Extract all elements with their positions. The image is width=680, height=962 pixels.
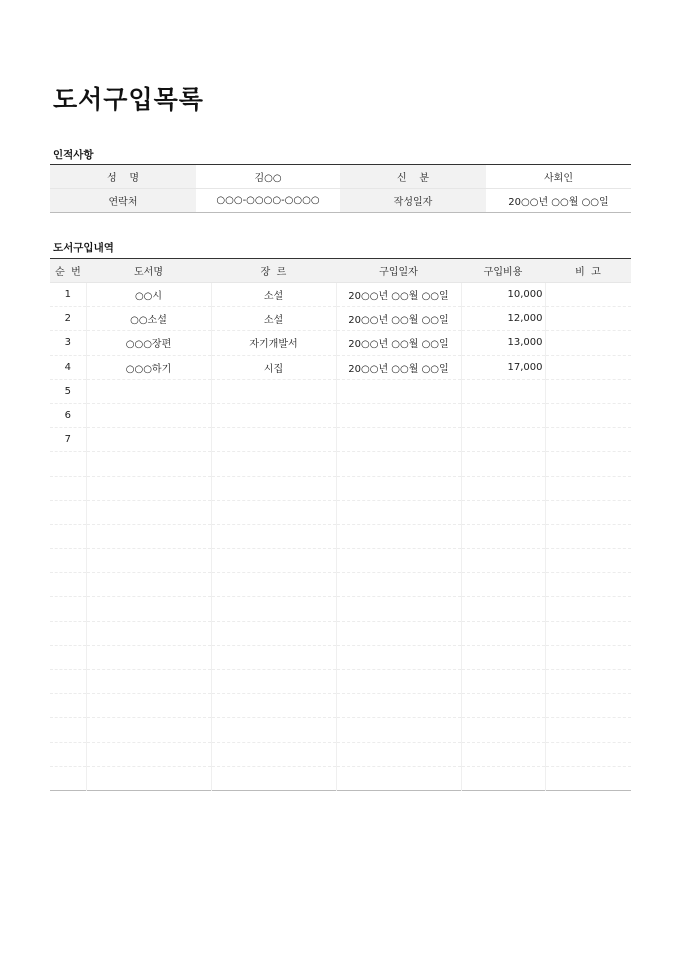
cell-genre [211, 452, 336, 476]
cell-note [545, 307, 631, 331]
cell-genre: 자기개발서 [211, 331, 336, 355]
cell-cost [461, 645, 545, 669]
header-note: 비 고 [545, 259, 631, 283]
cell-cost: 12,000 [461, 307, 545, 331]
cell-date [336, 621, 461, 645]
table-row [50, 718, 631, 742]
cell-genre [211, 403, 336, 427]
table-row [50, 524, 631, 548]
cell-genre [211, 742, 336, 766]
cell-title [86, 403, 211, 427]
cell-note [545, 694, 631, 718]
cell-note [545, 403, 631, 427]
table-row [50, 307, 631, 331]
purchase-table [50, 258, 631, 791]
cell-cost [461, 597, 545, 621]
personal-info-table [50, 164, 631, 213]
cell-title [86, 670, 211, 694]
cell-genre [211, 670, 336, 694]
cell-date [336, 428, 461, 452]
cell-note [545, 597, 631, 621]
cell-cost [461, 549, 545, 573]
name-value: 김○○ [196, 165, 340, 189]
table-row [50, 742, 631, 766]
cell-genre [211, 524, 336, 548]
cell-genre [211, 766, 336, 790]
cell-note [545, 645, 631, 669]
table-header-row [50, 259, 631, 283]
cell-number: 2 [50, 307, 86, 331]
cell-date [336, 500, 461, 524]
cell-cost: 17,000 [461, 355, 545, 379]
cell-title: ○○○장편 [86, 331, 211, 355]
contact-value: ○○○-○○○○-○○○○ [216, 195, 320, 206]
cell-cost [461, 621, 545, 645]
table-row [50, 645, 631, 669]
cell-title: ○○○하기 [86, 355, 211, 379]
table-row [50, 573, 631, 597]
cell-note [545, 283, 631, 307]
header-genre: 장 르 [211, 259, 336, 283]
status-value: 사회인 [486, 165, 631, 189]
cell-genre [211, 694, 336, 718]
cell-number: 3 [50, 331, 86, 355]
cell-title [86, 766, 211, 790]
cell-cost [461, 524, 545, 548]
table-row [50, 403, 631, 427]
page-title: 도서구입목록 [53, 85, 204, 114]
cell-title [86, 476, 211, 500]
cell-number [50, 766, 86, 790]
cell-date [336, 476, 461, 500]
cell-number [50, 597, 86, 621]
cell-cost [461, 718, 545, 742]
cell-genre [211, 718, 336, 742]
cell-title: ○○소설 [86, 307, 211, 331]
cell-number [50, 549, 86, 573]
cell-cost [461, 742, 545, 766]
cell-note [545, 670, 631, 694]
cell-cost [461, 428, 545, 452]
cell-title [86, 379, 211, 403]
cell-number: 6 [50, 403, 86, 427]
cell-genre [211, 428, 336, 452]
cell-number [50, 645, 86, 669]
cell-date [336, 403, 461, 427]
cell-date [336, 524, 461, 548]
cell-cost [461, 766, 545, 790]
cell-title [86, 452, 211, 476]
cell-cost: 10,000 [461, 283, 545, 307]
cell-genre [211, 379, 336, 403]
cell-note [545, 573, 631, 597]
table-row [50, 597, 631, 621]
cell-number [50, 476, 86, 500]
cell-note [545, 379, 631, 403]
cell-title [86, 597, 211, 621]
cell-cost [461, 476, 545, 500]
cell-genre: 소설 [211, 283, 336, 307]
cell-genre [211, 597, 336, 621]
cell-genre [211, 645, 336, 669]
cell-number: 4 [50, 355, 86, 379]
table-row [50, 766, 631, 790]
cell-date [336, 645, 461, 669]
cell-date [336, 573, 461, 597]
cell-genre: 시집 [211, 355, 336, 379]
table-row [50, 428, 631, 452]
purchase-section-title: 도서구입내역 [53, 242, 114, 254]
cell-note [545, 452, 631, 476]
cell-date [336, 379, 461, 403]
cell-note [545, 524, 631, 548]
cell-number [50, 573, 86, 597]
cell-number [50, 500, 86, 524]
cell-genre [211, 500, 336, 524]
cell-title [86, 694, 211, 718]
cell-cost [461, 452, 545, 476]
cell-date [336, 549, 461, 573]
cell-genre [211, 621, 336, 645]
cell-cost [461, 670, 545, 694]
cell-cost [461, 694, 545, 718]
table-row [50, 694, 631, 718]
cell-genre [211, 476, 336, 500]
cell-number [50, 742, 86, 766]
cell-note [545, 549, 631, 573]
cell-title [86, 645, 211, 669]
cell-number [50, 524, 86, 548]
cell-date [336, 597, 461, 621]
table-row [50, 379, 631, 403]
cell-title [86, 524, 211, 548]
table-row [50, 331, 631, 355]
cell-date [336, 670, 461, 694]
cell-date [336, 452, 461, 476]
table-row [50, 621, 631, 645]
cell-date [336, 742, 461, 766]
info-row [50, 165, 631, 189]
name-label: 성 명 [50, 165, 196, 189]
cell-number [50, 452, 86, 476]
contact-label: 연락처 [50, 189, 196, 213]
cell-genre [211, 549, 336, 573]
cell-title [86, 428, 211, 452]
cell-note [545, 355, 631, 379]
header-title: 도서명 [86, 259, 211, 283]
cell-number [50, 670, 86, 694]
cell-note [545, 742, 631, 766]
cell-date: 20○○년 ○○월 ○○일 [336, 307, 461, 331]
cell-cost [461, 500, 545, 524]
cell-title [86, 621, 211, 645]
header-cost: 구입비용 [461, 259, 545, 283]
cell-date [336, 694, 461, 718]
cell-genre: 소설 [211, 307, 336, 331]
cell-note [545, 476, 631, 500]
table-row [50, 452, 631, 476]
cell-number: 7 [50, 428, 86, 452]
cell-date: 20○○년 ○○월 ○○일 [336, 283, 461, 307]
cell-cost: 13,000 [461, 331, 545, 355]
cell-genre [211, 573, 336, 597]
cell-cost [461, 379, 545, 403]
cell-note [545, 331, 631, 355]
cell-title [86, 500, 211, 524]
cell-note [545, 500, 631, 524]
cell-cost [461, 573, 545, 597]
cell-note [545, 718, 631, 742]
status-label: 신 분 [340, 165, 486, 189]
cell-date [336, 718, 461, 742]
cell-note [545, 766, 631, 790]
table-row [50, 670, 631, 694]
info-row [50, 189, 631, 213]
cell-number [50, 694, 86, 718]
cell-date [336, 766, 461, 790]
header-purchase-date: 구입일자 [336, 259, 461, 283]
header-number: 순 번 [50, 259, 86, 283]
cell-number [50, 718, 86, 742]
cell-title [86, 549, 211, 573]
cell-note [545, 428, 631, 452]
cell-title: ○○시 [86, 283, 211, 307]
personal-section-title: 인적사항 [53, 149, 94, 161]
table-row [50, 549, 631, 573]
table-row [50, 500, 631, 524]
cell-number: 5 [50, 379, 86, 403]
table-row [50, 355, 631, 379]
table-row [50, 476, 631, 500]
cell-title [86, 742, 211, 766]
cell-number: 1 [50, 283, 86, 307]
table-row [50, 283, 631, 307]
cell-number [50, 621, 86, 645]
cell-cost [461, 403, 545, 427]
date-label: 작성일자 [340, 189, 486, 213]
cell-title [86, 718, 211, 742]
cell-title [86, 573, 211, 597]
cell-date: 20○○년 ○○월 ○○일 [336, 331, 461, 355]
cell-note [545, 621, 631, 645]
cell-date: 20○○년 ○○월 ○○일 [336, 355, 461, 379]
date-value: 20○○년 ○○월 ○○일 [508, 197, 609, 208]
